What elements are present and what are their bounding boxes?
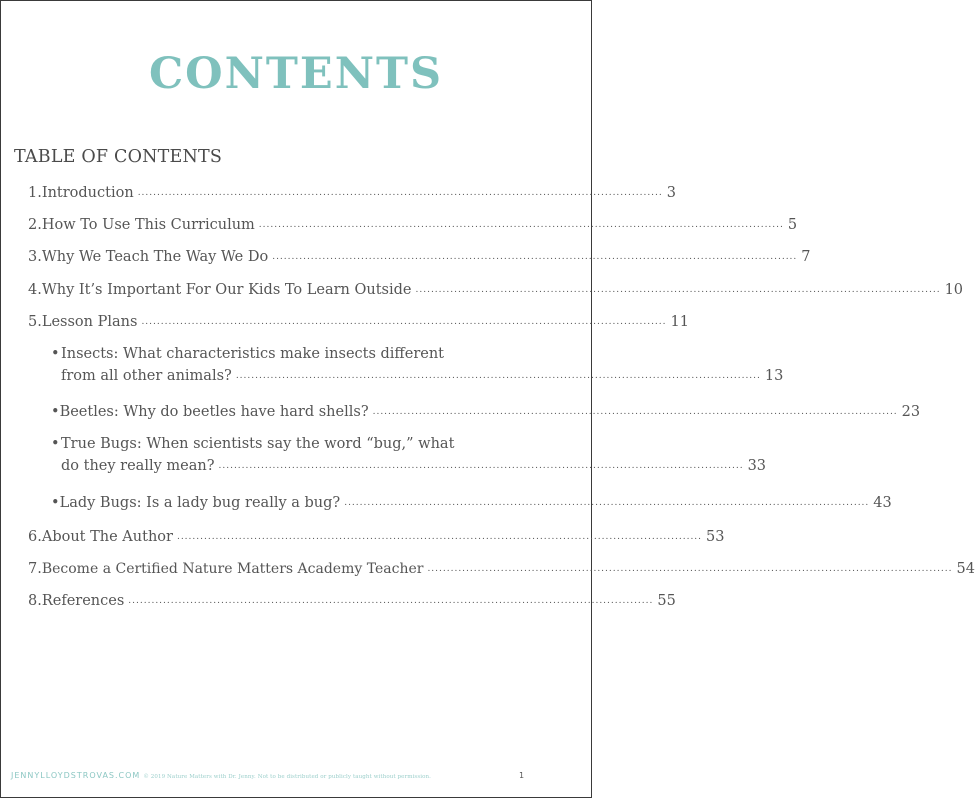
entry-title-line2: do they really mean?	[61, 458, 215, 474]
dot-leader: ........................................................................................................................................	[128, 596, 654, 606]
entry-title-line1: Insects: What characteristics make insects different	[61, 346, 444, 362]
bullet-icon: •	[51, 404, 60, 420]
footer-site-link[interactable]: JENNYLLOYDSTROVAS.COM	[11, 771, 141, 780]
dot-leader: ........................................................................................................................................	[372, 407, 898, 417]
entry-title: How To Use This Curriculum	[41, 217, 255, 233]
toc-subentry-lady-bugs[interactable]	[51, 492, 892, 516]
entry-page-number: 55	[657, 593, 676, 609]
toc-entry-how-to-use[interactable]	[28, 214, 798, 238]
entry-title: References	[41, 593, 125, 609]
entry-number: 1.	[28, 185, 42, 201]
entry-number: 7.	[28, 561, 42, 577]
toc-entry-about-author[interactable]	[28, 526, 725, 550]
entry-page-number: 54	[956, 561, 975, 577]
entry-title: Why We Teach The Way We Do	[41, 249, 269, 265]
toc-heading: TABLE OF CONTENTS	[14, 147, 223, 167]
toc-entry-certified-teacher[interactable]	[28, 558, 975, 582]
entry-number: 3.	[28, 249, 42, 265]
dot-leader: ........................................................................................................................................	[176, 532, 703, 542]
entry-page-number: 13	[764, 368, 784, 384]
entry-title: Why It’s Important For Our Kids To Learn Outside	[41, 282, 412, 298]
dot-leader: ........................................................................................................................................	[137, 188, 663, 198]
entry-page-number: 53	[706, 529, 725, 545]
dot-leader: ........................................................................................................................................	[258, 220, 784, 230]
footer-page-number: 1	[519, 771, 525, 780]
dot-leader: ........................................................................................................................................	[235, 371, 761, 381]
toc-entry-why-we-teach[interactable]	[28, 246, 811, 270]
entry-page-number: 43	[873, 495, 892, 511]
dot-leader: ........................................................................................................................................	[427, 564, 953, 574]
bullet-icon: •	[51, 436, 60, 452]
dot-leader: ........................................................................................................................................	[141, 317, 667, 327]
entry-number: 5.	[28, 314, 42, 330]
toc-entry-learn-outside[interactable]	[28, 279, 964, 303]
toc-subentry-insects[interactable]	[51, 343, 784, 389]
entry-page-number: 3	[666, 185, 676, 201]
entry-title-line1: True Bugs: When scientists say the word “bug,” what	[61, 436, 455, 452]
entry-title: Become a Certified Nature Matters Academy Teacher	[41, 561, 424, 577]
bullet-icon: •	[51, 495, 60, 511]
entry-page-number: 5	[787, 217, 798, 233]
dot-leader: ........................................................................................................................................	[272, 252, 798, 262]
footer	[11, 771, 431, 780]
entry-title: About The Author	[41, 529, 173, 545]
entry-page-number: 10	[944, 282, 964, 298]
entry-title: Beetles: Why do beetles have hard shells?	[59, 404, 369, 420]
toc-entry-references[interactable]	[28, 590, 676, 614]
entry-number: 4.	[28, 282, 42, 298]
entry-title: Lady Bugs: Is a lady bug really a bug?	[59, 495, 341, 511]
toc-entry-lesson-plans[interactable]	[28, 311, 689, 335]
entry-page-number: 7	[801, 249, 811, 265]
entry-number: 2.	[28, 217, 42, 233]
dot-leader: ........................................................................................................................................	[415, 285, 941, 295]
entry-page-number: 11	[670, 314, 689, 330]
footer-copyright: © 2019 Nature Matters with Dr. Jenny. Not to be distributed or publicly taught without permission.	[143, 774, 432, 780]
toc-entry-introduction[interactable]	[28, 182, 676, 206]
dot-leader: ........................................................................................................................................	[218, 461, 744, 471]
entry-number: 8.	[28, 593, 42, 609]
toc-subentry-true-bugs[interactable]	[51, 433, 767, 479]
page-title: CONTENTS	[148, 49, 444, 99]
entry-page-number: 33	[747, 458, 767, 474]
bullet-icon: •	[51, 346, 60, 362]
entry-page-number: 23	[901, 404, 921, 420]
toc-subentry-beetles[interactable]	[51, 401, 921, 425]
entry-number: 6.	[28, 529, 42, 545]
entry-title: Lesson Plans	[41, 314, 138, 330]
entry-title-line2: from all other animals?	[61, 368, 232, 384]
entry-title: Introduction	[41, 185, 134, 201]
dot-leader: ........................................................................................................................................	[344, 498, 870, 508]
